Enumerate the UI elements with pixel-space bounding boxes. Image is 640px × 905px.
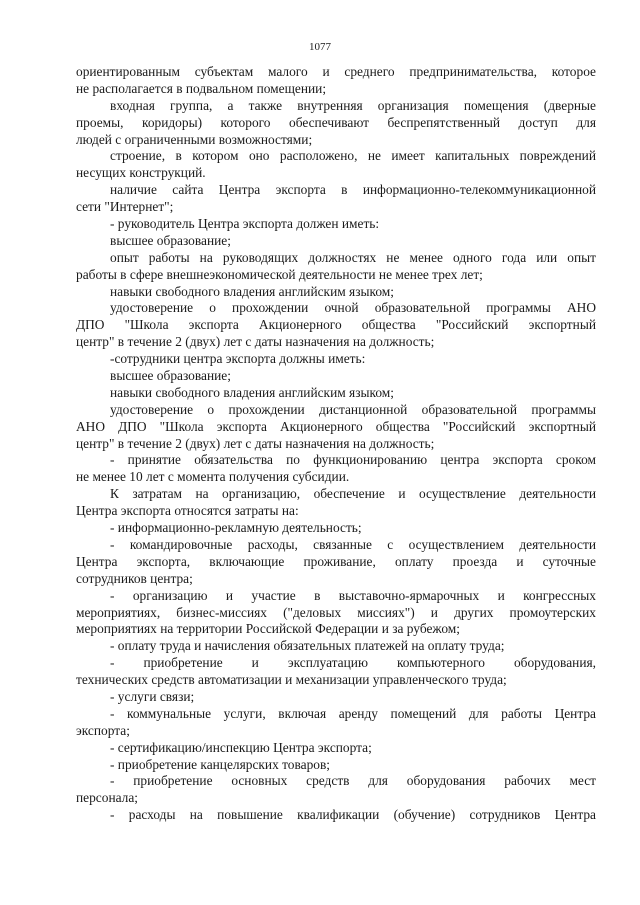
text-line: высшее образование; [110,232,231,248]
text-line: не менее 10 лет с момента получения субсидии. [76,469,350,485]
text-line: Центра экспорта относятся затраты на: [76,503,299,519]
text-line: - информационно-рекламную деятельность; [110,520,362,536]
text-line: навыки свободного владения английским языком; [110,283,394,299]
text-line: К затратам на организацию, обеспечение и осуществление деятельности [110,486,596,502]
text-line: несущих конструкций. [76,165,206,181]
text-line: - оплату труда и начисления обязательных платежей на оплату труда; [110,638,505,654]
text-line: - организацию и участие в выставочно-ярмарочных и конгрессных [110,587,596,603]
text-line: - командировочные расходы, связанные с осуществлением деятельности [110,536,596,552]
text-line: - принятие обязательства по функционированию центра экспорта сроком [110,452,596,468]
text-line: экспорта; [76,722,130,738]
text-line: строение, в котором оно расположено, не имеет капитальных повреждений [110,148,596,164]
text-line: - услуги связи; [110,688,195,704]
text-line: работы в сфере внешнеэкономической деятельности не менее трех лет; [76,266,483,282]
text-line: удостоверение о прохождении очной образовательной программы АНО [110,300,596,316]
text-line: сети "Интернет"; [76,199,174,215]
text-line: - приобретение канцелярских товаров; [110,756,331,772]
text-line: мероприятиях, бизнес-миссиях ("деловых миссиях") и других промоутерских [76,604,596,620]
text-line: - приобретение и эксплуатацию компьютерного оборудования, [110,655,596,671]
text-line: опыт работы на руководящих должностях не менее одного года или опыт [110,249,596,265]
text-line: мероприятиях на территории Российской Федерации и за рубежом; [76,621,460,637]
text-line: - расходы на повышение квалификации (обучение) сотрудников Центра [110,807,596,823]
text-line: наличие сайта Центра экспорта в информационно-телекоммуникационной [110,182,596,198]
text-line: людей с ограниченными возможностями; [76,131,313,147]
text-line: - коммунальные услуги, включая аренду помещений для работы Центра [110,705,596,721]
text-line: -сотрудники центра экспорта должны иметь: [110,351,366,367]
text-line: высшее образование; [110,368,231,384]
text-line: проемы, коридоры) которого обеспечивают беспрепятственный доступ для [76,114,596,130]
text-line: - руководитель Центра экспорта должен иметь: [110,216,380,232]
text-line: сотрудников центра; [76,570,193,586]
text-line: Центра экспорта, включающие проживание, оплату проезда и суточные [76,553,596,569]
text-line: центр" в течение 2 (двух) лет с даты назначения на должность; [76,435,435,451]
text-line: не располагается в подвальном помещении; [76,80,327,96]
text-line: центр" в течение 2 (двух) лет с даты назначения на должность; [76,334,435,350]
text-line: ДПО "Школа экспорта Акционерного общества "Российский экспортный [76,317,596,333]
text-line: АНО ДПО "Школа экспорта Акционерного общества "Российский экспортный [76,418,596,434]
text-line: - сертификацию/инспекцию Центра экспорта; [110,739,372,755]
text-line: - приобретение основных средств для оборудования рабочих мест [110,773,596,789]
text-line: технических средств автоматизации и механизации управленческого труда; [76,672,507,688]
page-number: 1077 [309,41,331,53]
text-line: входная группа, а также внутренняя организация помещения (дверные [110,97,596,113]
text-line: навыки свободного владения английским языком; [110,384,394,400]
text-line: удостоверение о прохождении дистанционной образовательной программы [110,401,596,417]
text-line: ориентированным субъектам малого и среднего предпринимательства, которое [76,64,596,79]
text-line: персонала; [76,790,139,806]
document-body [76,64,596,824]
